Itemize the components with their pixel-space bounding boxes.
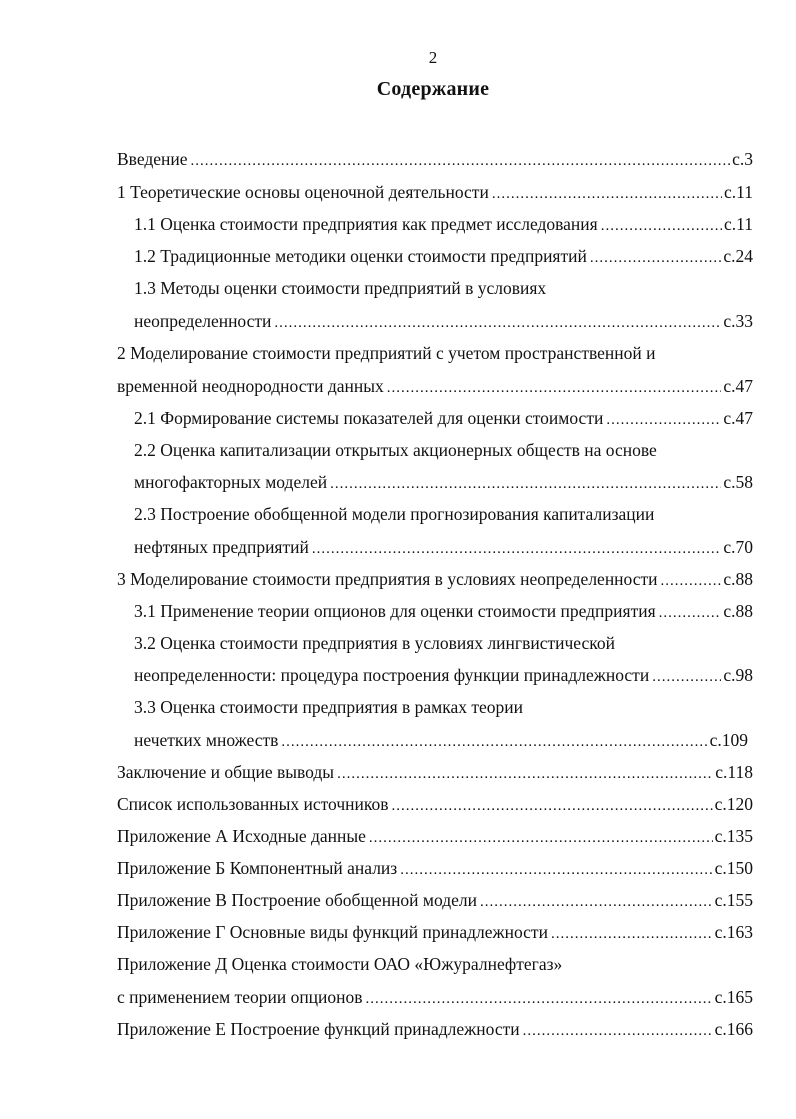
toc-entry-title: 1 Теоретические основы оценочной деятельности: [117, 182, 489, 202]
toc-entry-title: Приложение В Построение обобщенной модели: [117, 890, 478, 910]
toc-entry-chapter-2-line1: 2 Моделирование стоимости предприятий с учетом пространственной и: [117, 343, 656, 363]
toc-entry-page: с.118: [715, 762, 753, 782]
toc-entry-page: с.98: [723, 665, 753, 685]
dot-leader: [590, 246, 721, 270]
toc-entry-references: [117, 792, 753, 816]
toc-entry-section-2-1: [134, 406, 753, 430]
toc-entry-title: 1.2 Традиционные методики оценки стоимости предприятий: [134, 246, 587, 266]
toc-entry-title: Список использованных источников: [117, 794, 389, 814]
toc-entry-title: неопределенности: процедура построения функции принадлежности: [134, 665, 650, 685]
toc-entry-page: с.88: [723, 569, 753, 589]
toc-entry-title: 3 Моделирование стоимости предприятия в условиях неопределенности: [117, 569, 658, 589]
dot-leader: [606, 408, 721, 432]
toc-entry-page: с.70: [723, 537, 753, 557]
page-title: Содержание: [376, 78, 490, 100]
dot-leader: [387, 376, 722, 400]
toc-entry-title: Приложение Е Построение функций принадлежности: [117, 1019, 520, 1039]
toc-entry-section-3-1: [134, 599, 753, 623]
toc-entry-page: с.120: [714, 794, 753, 814]
toc-entry-appendix-e: [117, 1017, 753, 1041]
toc-entry-page: с.88: [723, 601, 753, 621]
toc-entry-title: нечетких множеств: [134, 730, 279, 750]
toc-entry-appendix-d-line1: Приложение Д Оценка стоимости ОАО «Южуралнефтегаз»: [117, 954, 563, 974]
dot-leader: [191, 149, 731, 173]
toc-entry-appendix-b: [117, 856, 753, 880]
toc-entry-intro: [117, 147, 753, 171]
dot-leader: [523, 1019, 713, 1043]
toc-entry-appendix-d: [117, 985, 753, 1009]
toc-entry-title: Введение: [117, 149, 188, 169]
dot-leader: [551, 922, 713, 946]
toc-entry-title: Приложение Г Основные виды функций принадлежности: [117, 922, 548, 942]
toc-entry-title: 1.1 Оценка стоимости предприятия как предмет исследования: [134, 214, 598, 234]
toc-entry-section-1-2: [134, 244, 753, 268]
dot-leader: [337, 762, 713, 786]
toc-entry-page: с.11: [724, 214, 753, 234]
toc-entry-title: нефтяных предприятий: [134, 537, 309, 557]
toc-entry-page: с.3: [732, 149, 753, 169]
toc-entry-page: с.24: [723, 246, 753, 266]
dot-leader: [601, 214, 722, 238]
dot-leader: [274, 311, 721, 335]
toc-entry-title: неопределенности: [134, 311, 272, 331]
dot-leader: [492, 182, 722, 206]
dot-leader: [480, 890, 713, 914]
toc-entry-appendix-g: [117, 920, 753, 944]
toc-entry-chapter-1: [117, 180, 753, 204]
toc-entry-section-3-3-line1: 3.3 Оценка стоимости предприятия в рамках теории: [134, 697, 524, 717]
toc-entry-section-2-2-line1: 2.2 Оценка капитализации открытых акционерных обществ на основе: [134, 440, 657, 460]
toc-entry-title: с применением теории опционов: [117, 987, 363, 1007]
toc-entry-section-3-3: [134, 728, 748, 752]
toc-entry-page: с.165: [714, 987, 753, 1007]
toc-entry-page: с.58: [723, 472, 753, 492]
dot-leader: [392, 794, 713, 818]
toc-entry-section-2-3: [134, 535, 753, 559]
toc-entry-chapter-3: [117, 567, 753, 591]
dot-leader: [312, 537, 721, 561]
toc-entry-section-1-3-line1: 1.3 Методы оценки стоимости предприятий в условиях: [134, 278, 547, 298]
toc-entry-section-2-2: [134, 470, 753, 494]
toc-entry-section-3-2: [134, 663, 753, 687]
toc-entry-page: с.155: [714, 890, 753, 910]
toc-entry-page: с.150: [714, 858, 753, 878]
toc-entry-page: с.135: [714, 826, 753, 846]
toc-entry-chapter-2: [117, 374, 753, 398]
toc-entry-page: с.47: [723, 408, 753, 428]
dot-leader: [659, 601, 722, 625]
toc-entry-title: многофакторных моделей: [134, 472, 328, 492]
toc-entry-section-3-2-line1: 3.2 Оценка стоимости предприятия в условиях лингвистической: [134, 633, 615, 653]
toc-entry-section-2-3-line1: 2.3 Построение обобщенной модели прогнозирования капитализации: [134, 504, 655, 524]
toc-entry-page: с.47: [723, 376, 753, 396]
dot-leader: [652, 665, 721, 689]
dot-leader: [369, 826, 713, 850]
toc-entry-page: с.33: [723, 311, 753, 331]
toc-entry-title: временной неоднородности данных: [117, 376, 384, 396]
dot-leader: [400, 858, 712, 882]
dot-leader: [330, 472, 721, 496]
toc-entry-title: Приложение Б Компонентный анализ: [117, 858, 398, 878]
toc-entry-appendix-a: [117, 824, 753, 848]
toc-entry-appendix-v: [117, 888, 753, 912]
toc-entry-section-1-3: [134, 309, 753, 333]
dot-leader: [661, 569, 722, 593]
toc-entry-page: с.166: [714, 1019, 753, 1039]
page-number: 2: [428, 48, 438, 67]
toc-entry-page: с.109: [709, 730, 748, 750]
toc-entry-title: 3.1 Применение теории опционов для оценки стоимости предприятия: [134, 601, 656, 621]
toc-entry-title: Заключение и общие выводы: [117, 762, 335, 782]
dot-leader: [366, 987, 713, 1011]
toc-entry-title: 2.1 Формирование системы показателей для оценки стоимости: [134, 408, 604, 428]
toc-entry-page: с.11: [724, 182, 753, 202]
dot-leader: [281, 730, 707, 754]
toc-entry-conclusion: [117, 760, 753, 784]
toc-entry-section-1-1: [134, 212, 753, 236]
toc-entry-title: Приложение А Исходные данные: [117, 826, 366, 846]
toc-entry-page: с.163: [714, 922, 753, 942]
